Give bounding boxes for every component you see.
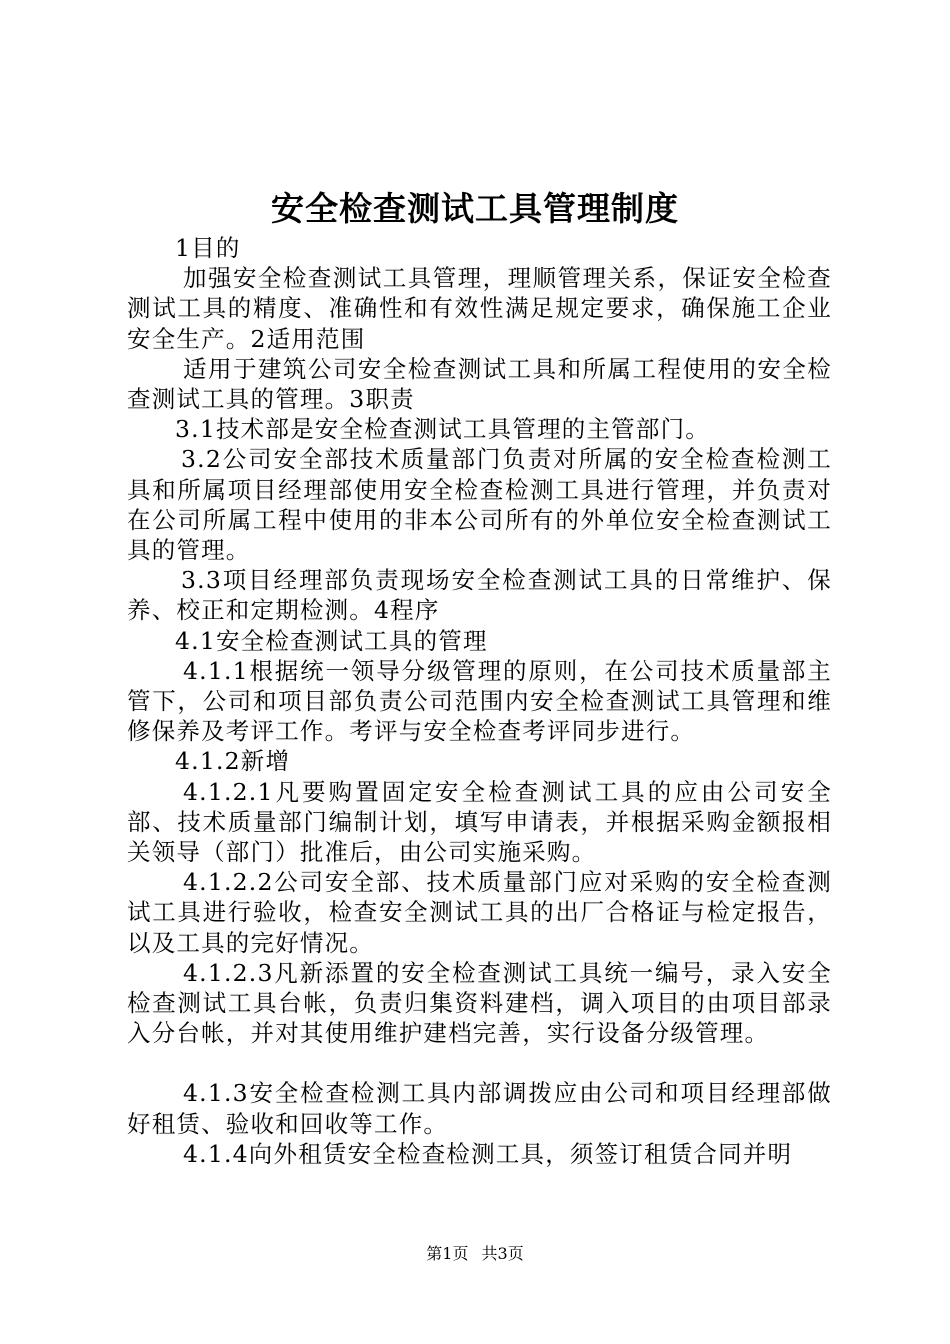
paragraph-4-1-2-3: 4.1.2.3凡新添置的安全检查测试工具统一编号，录入安全检查测试工具台帐，负责归集资料建档，调入项目的由项目部录入分台帐，并对其使用维护建档完善，实行设备分级管理。 xyxy=(127,958,832,1048)
paragraph-spacer xyxy=(127,1048,832,1078)
paragraph-3-3: 3.3项目经理部负责现场安全检查测试工具的日常维护、保养、校正和定期检测。4程序 xyxy=(127,566,832,625)
section-heading-purpose: 1目的 xyxy=(175,234,241,262)
paragraph-4-1-3: 4.1.3安全检查检测工具内部调拨应由公司和项目经理部做好租赁、验收和回收等工作。 xyxy=(127,1079,832,1138)
paragraph-4-1-2-2: 4.1.2.2公司安全部、技术质量部门应对采购的安全检查测试工具进行验收，检查安全测试工具的出厂合格证与检定报告，以及工具的完好情况。 xyxy=(127,868,832,957)
paragraph-4-1-1: 4.1.1根据统一领导分级管理的原则，在公司技术质量部主管下，公司和项目部负责公司范围内安全检查测试工具管理和维修保养及考评工作。考评与安全检查考评同步进行。 xyxy=(127,656,832,746)
document-title: 安全检查测试工具管理制度 xyxy=(271,189,679,228)
page-footer xyxy=(0,1243,950,1265)
paragraph-4-1-2-1: 4.1.2.1凡要购置固定安全检查测试工具的应由公司安全部、技术质量部门编制计划，填写申请表，并根据采购金额报相关领导（部门）批准后，由公司实施采购。 xyxy=(127,777,832,867)
paragraph-scope: 适用于建筑公司安全检查测试工具和所属工程使用的安全检查测试工具的管理。3职责 xyxy=(127,354,832,414)
paragraph-4-1-2: 4.1.2新增 xyxy=(175,747,291,776)
paragraph-purpose: 加强安全检查测试工具管理，理顺管理关系，保证安全检查测试工具的精度、准确性和有效性满足规定要求，确保施工企业安全生产。2适用范围 xyxy=(127,264,832,353)
paragraph-4-1: 4.1安全检查测试工具的管理 xyxy=(175,626,488,655)
page-number: 第1页 xyxy=(426,1244,469,1263)
document-body xyxy=(127,233,832,1169)
page-total: 共3页 xyxy=(481,1244,524,1263)
paragraph-3-2: 3.2公司安全部技术质量部门负责对所属的安全检查检测工具和所属项目经理部使用安全检查检测工具进行管理，并负责对在公司所属工程中使用的非本公司所有的外单位安全检查测试工具的管理。 xyxy=(127,445,832,565)
paragraph-4-1-4: 4.1.4向外租赁安全检查检测工具，须签订租赁合同并明 xyxy=(183,1139,793,1168)
paragraph-3-1: 3.1技术部是安全检查测试工具管理的主管部门。 xyxy=(175,415,710,444)
